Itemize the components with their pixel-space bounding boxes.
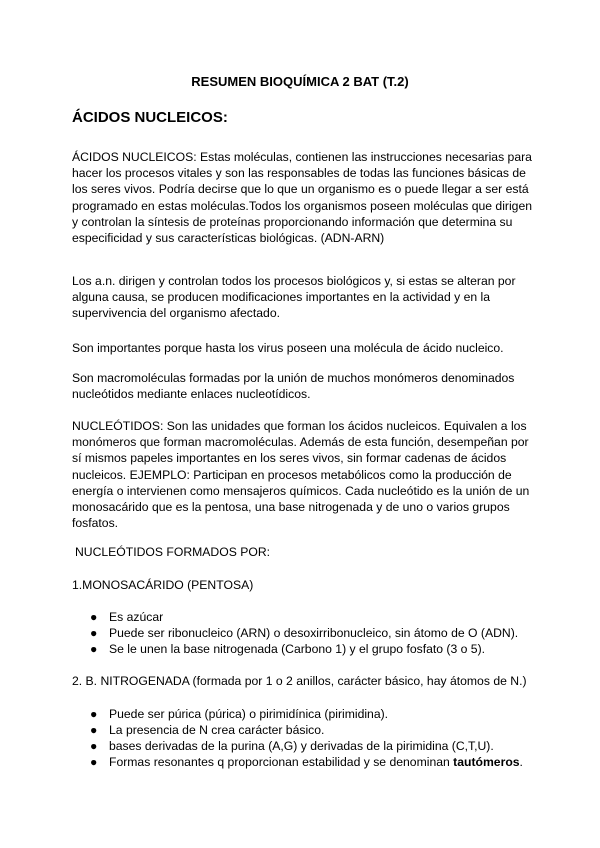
base-nitrogenada-bullet-list [72, 706, 523, 770]
list-item-text: Es azúcar [109, 610, 164, 624]
monosacarido-bullet-list [72, 609, 518, 657]
paragraph-control: Los a.n. dirigen y controlan todos los procesos biológicos y, si estas se alteran por alguna causa, se producen modificaciones importantes en la actividad y en la supervivencia del organismo afectado. [72, 274, 516, 321]
paragraph-macromoleculas: Son macromoléculas formadas por la unión de muchos monómeros denominados nucleótidos mediante enlaces nucleotídicos. [72, 371, 515, 402]
list-item-text: Puede ser púrica (púrica) o pirimidínica (pirimidina). [109, 707, 389, 721]
list-item [72, 641, 518, 657]
list-item [72, 625, 518, 641]
section-base-nitrogenada-heading: 2. B. NITROGENADA (formada por 1 o 2 anillos, carácter básico, hay átomos de N.) [72, 674, 527, 688]
bullet-icon: ● [90, 626, 98, 640]
bullet-icon: ● [90, 642, 98, 656]
paragraph-acidos-nucleicos: ÁCIDOS NUCLEICOS: Estas moléculas, contienen las instrucciones necesarias para hacer los procesos vitales y son las responsables de todas las funciones básicas de los seres vivos. Podría decirse que lo que un organismo es o puede llegar a ser está programado en estas moléculas.Todos los organismos poseen moléculas que dirigen y controlan la síntesis de proteínas proporcionando información que determina su especificidad y sus características biológicas. (ADN-ARN) [72, 150, 532, 246]
bullet-icon: ● [90, 739, 98, 753]
tautomeros-bold-term: tautómeros [453, 755, 520, 769]
list-item-text-prefix: Formas resonantes q proporcionan estabilidad y se denominan [109, 755, 454, 769]
paragraph-nucleotidos: NUCLEÓTIDOS: Son las unidades que forman los ácidos nucleicos. Equivalen a los monómeros que forman macromoléculas. Además de esta función, desempeñan por sí mismos papeles importantes en los seres vivos, sin formar cadenas de ácidos nucleicos. EJEMPLO: Participan en procesos metabólicos como la producción de energía o intervienen como mensajeros químicos. Cada nucleótido es la unión de un monosacárido que es la pentosa, una base nitrogenada y de uno o varios grupos fosfatos. [72, 419, 530, 531]
list-item-text: Se le unen la base nitrogenada (Carbono 1) y el grupo fosfato (3 o 5). [109, 642, 486, 656]
bullet-icon: ● [90, 707, 98, 721]
bullet-icon: ● [90, 610, 98, 624]
list-item [72, 706, 523, 722]
document-title: RESUMEN BIOQUÍMICA 2 BAT (T.2) [191, 74, 409, 89]
list-item [72, 754, 523, 770]
list-item-text: Puede ser ribonucleico (ARN) o desoxirribonucleico, sin átomo de O (ADN). [109, 626, 519, 640]
paragraph-virus: Son importantes porque hasta los virus poseen una molécula de ácido nucleico. [72, 341, 504, 355]
list-item-text: bases derivadas de la purina (A,G) y derivadas de la pirimidina (C,T,U). [109, 739, 494, 753]
list-item-text-suffix: . [519, 755, 523, 769]
bullet-icon: ● [90, 755, 98, 769]
list-item [72, 609, 518, 625]
bullet-icon: ● [90, 723, 98, 737]
section-heading: ÁCIDOS NUCLEICOS: [72, 109, 228, 126]
list-item [72, 738, 523, 754]
section-monosacarido-heading: 1.MONOSACÁRIDO (PENTOSA) [72, 578, 254, 592]
nucleotides-formed-by-label: NUCLEÓTIDOS FORMADOS POR: [75, 545, 271, 559]
list-item [72, 722, 523, 738]
list-item-text: La presencia de N crea carácter básico. [109, 723, 325, 737]
